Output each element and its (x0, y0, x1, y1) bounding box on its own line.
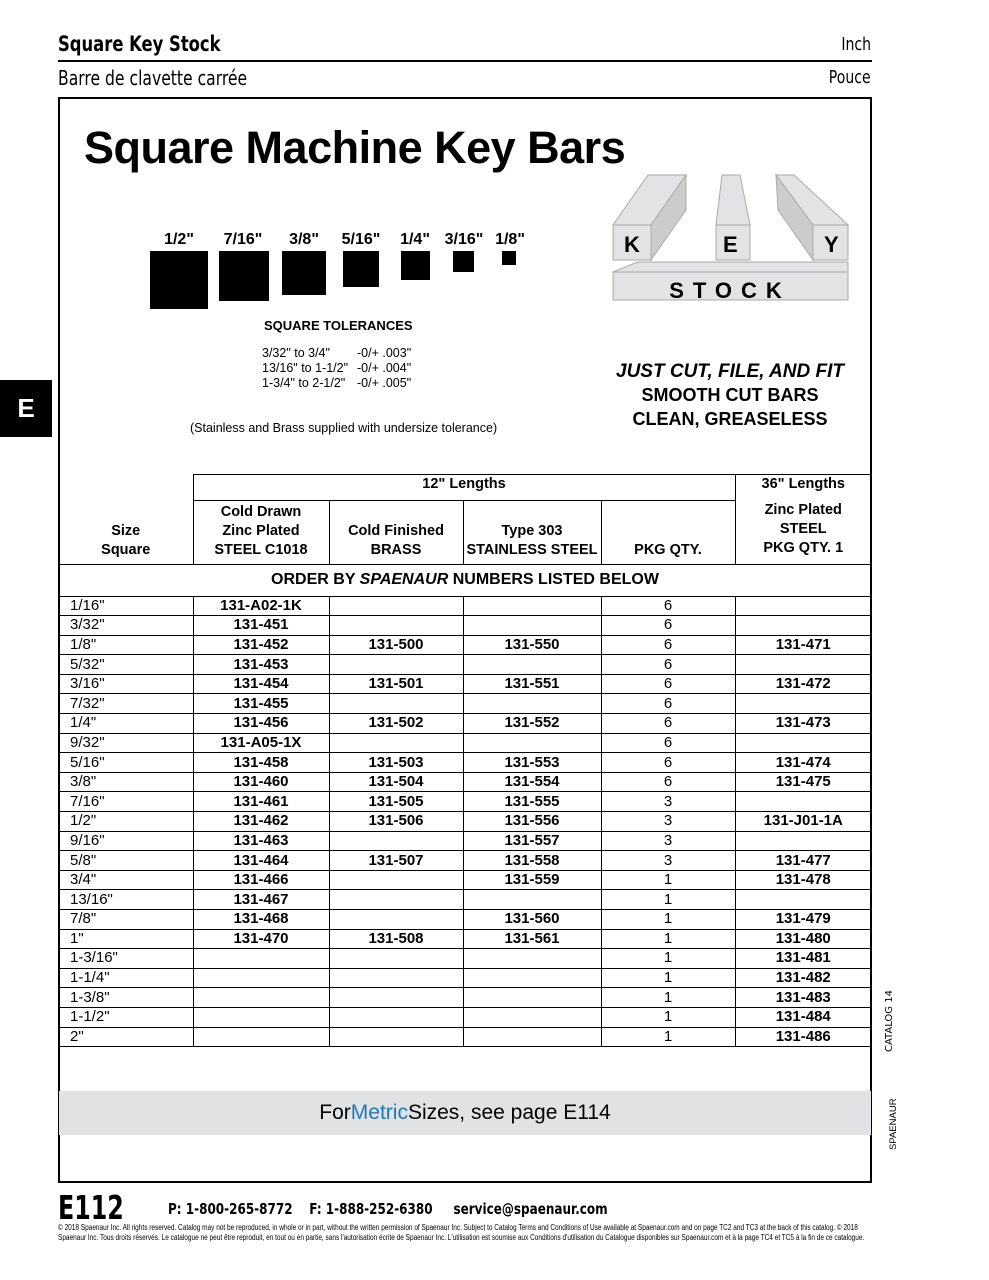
table-row (59, 733, 871, 753)
cell-stainless-part: 131-550 (463, 635, 601, 655)
phone: P: 1-800-265-8772 (168, 1200, 293, 1218)
tolerance-note: (Stainless and Brass supplied with undersize tolerance) (190, 421, 498, 435)
cell-brass-part: 131-505 (329, 792, 463, 812)
col-steel: Cold Drawn Zinc Plated STEEL C1018 (193, 501, 329, 565)
table-row (59, 616, 871, 636)
col-size: Size Square (59, 475, 193, 565)
cell-brass-part (329, 733, 463, 753)
sample-label: 1/2" (164, 231, 194, 248)
cell-brass-part: 131-504 (329, 772, 463, 792)
cell-size: 13/16" (59, 890, 193, 910)
cell-pkg-qty: 6 (601, 635, 735, 655)
cell-36in-part: 131-472 (735, 674, 871, 694)
cell-stainless-part (463, 890, 601, 910)
tolerance-row (262, 346, 411, 360)
table-row (59, 596, 871, 616)
contact-line (168, 1200, 608, 1218)
cell-pkg-qty: 6 (601, 674, 735, 694)
cell-brass-part: 131-500 (329, 635, 463, 655)
cell-brass-part: 131-503 (329, 753, 463, 773)
cell-stainless-part: 131-555 (463, 792, 601, 812)
cell-size: 5/32" (59, 655, 193, 675)
cell-36in-part: 131-471 (735, 635, 871, 655)
page-title-fr: Barre de clavette carrée (58, 66, 248, 90)
tolerance-row (262, 376, 411, 390)
cell-36in-part: 131-482 (735, 968, 871, 988)
cell-36in-part (735, 890, 871, 910)
col-pkg-qty: PKG QTY. (601, 501, 735, 565)
cell-stainless-part (463, 1007, 601, 1027)
cell-steel-part (193, 1027, 329, 1047)
cell-pkg-qty: 3 (601, 831, 735, 851)
cell-brass-part: 131-502 (329, 714, 463, 734)
cell-size: 7/16" (59, 792, 193, 812)
cell-pkg-qty: 6 (601, 733, 735, 753)
cell-36in-part: 131-486 (735, 1027, 871, 1047)
tolerance-row (262, 361, 411, 375)
cell-stainless-part: 131-554 (463, 772, 601, 792)
cell-36in-part: 131-480 (735, 929, 871, 949)
cell-steel-part: 131-452 (193, 635, 329, 655)
cell-pkg-qty: 3 (601, 792, 735, 812)
fax: F: 1-888-252-6380 (309, 1200, 433, 1218)
cell-stainless-part: 131-552 (463, 714, 601, 734)
col-36in-steel: Zinc Plated STEEL PKG QTY. 1 (735, 501, 871, 565)
square-sample (282, 251, 326, 295)
col-stainless: Type 303 STAINLESS STEEL (463, 501, 601, 565)
cell-pkg-qty: 1 (601, 910, 735, 930)
cell-steel-part: 131-453 (193, 655, 329, 675)
sample-label: 1/8" (495, 231, 525, 248)
tolerance-value: -0/+ .003" (357, 346, 412, 360)
cell-stainless-part: 131-561 (463, 929, 601, 949)
square-sample (502, 251, 516, 265)
cell-stainless-part: 131-551 (463, 674, 601, 694)
order-instruction: ORDER BY SPAENAUR NUMBERS LISTED BELOW (59, 564, 871, 596)
cell-36in-part (735, 831, 871, 851)
cell-pkg-qty: 3 (601, 812, 735, 832)
table-row (59, 968, 871, 988)
cell-steel-part: 131-468 (193, 910, 329, 930)
cell-brass-part (329, 988, 463, 1008)
table-row (59, 988, 871, 1008)
cell-36in-part: 131-475 (735, 772, 871, 792)
cell-pkg-qty: 1 (601, 949, 735, 969)
copyright: © 2018 Spaenaur Inc. All rights reserved. Catalog may not be reproduced, in whole or in part, without the written permission of Spaenaur Inc. Subject to Catalog Terms and Conditions of Use available at Spaenaur.com and on page TC2 and TC3 at the back of this catalog. © 2018 Spaenaur Inc. Tous droits réservés. Le catalogue ne peut être reproduit, en tout ou en partie, sans l'autorisation écrite de Spaenaur Inc. L'utilisation est soumise aux Conditions d'utilisation du Catalogue disponibles sur Spaenaur.com et à la page TC4 et TC5 à la fin de ce catalogue. (58, 1223, 865, 1242)
cell-36in-part (735, 694, 871, 714)
cell-brass-part: 131-508 (329, 929, 463, 949)
header-divider (58, 60, 872, 62)
cell-size: 5/8" (59, 851, 193, 871)
cell-size: 1-1/4" (59, 968, 193, 988)
cell-pkg-qty: 1 (601, 890, 735, 910)
cell-36in-part: 131-484 (735, 1007, 871, 1027)
cell-36in-part (735, 596, 871, 616)
table-row (59, 949, 871, 969)
cell-36in-part (735, 733, 871, 753)
sample-label: 1/4" (400, 231, 430, 248)
logo-word: STOCK (669, 278, 791, 303)
unit-fr: Pouce (829, 67, 871, 88)
cell-brass-part (329, 1007, 463, 1027)
cell-brass-part (329, 910, 463, 930)
cell-pkg-qty: 6 (601, 753, 735, 773)
cell-steel-part: 131-460 (193, 772, 329, 792)
cell-size: 3/32" (59, 616, 193, 636)
cell-brass-part (329, 949, 463, 969)
cell-pkg-qty: 6 (601, 714, 735, 734)
table-row (59, 694, 871, 714)
cell-size: 3/16" (59, 674, 193, 694)
table-row (59, 772, 871, 792)
sample-label: 7/16" (223, 231, 263, 248)
cell-steel-part: 131-455 (193, 694, 329, 714)
cell-brass-part (329, 831, 463, 851)
cell-steel-part: 131-454 (193, 674, 329, 694)
cell-36in-part: 131-474 (735, 753, 871, 773)
slogan-line: CLEAN, GREASELESS (632, 409, 828, 429)
cell-36in-part: 131-479 (735, 910, 871, 930)
square-sample (343, 251, 379, 287)
cell-steel-part: 131-464 (193, 851, 329, 871)
cell-size: 7/8" (59, 910, 193, 930)
logo-letter: E (723, 232, 738, 257)
sample-label: 3/16" (444, 231, 484, 248)
cell-brass-part: 131-501 (329, 674, 463, 694)
table-row (59, 792, 871, 812)
table-row (59, 851, 871, 871)
cell-36in-part (735, 616, 871, 636)
cell-stainless-part (463, 968, 601, 988)
cell-size: 1/4" (59, 714, 193, 734)
cell-steel-part (193, 968, 329, 988)
cell-brass-part (329, 870, 463, 890)
table-row (59, 890, 871, 910)
cell-steel-part: 131-466 (193, 870, 329, 890)
square-sample (453, 251, 474, 272)
square-sample (150, 251, 208, 309)
cell-stainless-part (463, 616, 601, 636)
cell-size: 9/16" (59, 831, 193, 851)
cell-steel-part: 131-451 (193, 616, 329, 636)
cell-pkg-qty: 1 (601, 929, 735, 949)
table-row (59, 870, 871, 890)
slogan-line: SMOOTH CUT BARS (641, 385, 819, 405)
table-row (59, 753, 871, 773)
cell-steel-part: 131-470 (193, 929, 329, 949)
cell-steel-part (193, 988, 329, 1008)
cell-pkg-qty: 6 (601, 772, 735, 792)
cell-brass-part (329, 694, 463, 714)
cell-brass-part (329, 655, 463, 675)
cell-pkg-qty: 3 (601, 851, 735, 871)
cell-size: 1-3/16" (59, 949, 193, 969)
table-row (59, 635, 871, 655)
slogan-line: JUST CUT, FILE, AND FIT (616, 361, 844, 382)
email-link[interactable]: service@spaenaur.com (453, 1200, 608, 1218)
cell-stainless-part (463, 949, 601, 969)
cell-stainless-part (463, 733, 601, 753)
cell-brass-part (329, 968, 463, 988)
table-row (59, 674, 871, 694)
cell-stainless-part (463, 988, 601, 1008)
cell-stainless-part: 131-556 (463, 812, 601, 832)
cell-steel-part: 131-A05-1X (193, 733, 329, 753)
cell-size: 7/32" (59, 694, 193, 714)
square-sample (401, 251, 430, 280)
cell-pkg-qty: 1 (601, 988, 735, 1008)
key-stock-logo (608, 170, 853, 305)
cell-36in-part (735, 655, 871, 675)
cell-pkg-qty: 6 (601, 596, 735, 616)
cell-36in-part: 131-J01-1A (735, 812, 871, 832)
metric-link[interactable]: Metric (350, 1101, 408, 1124)
cell-36in-part: 131-478 (735, 870, 871, 890)
cell-stainless-part: 131-558 (463, 851, 601, 871)
tolerance-range: 3/32" to 3/4" (262, 346, 330, 360)
tolerance-range: 13/16" to 1-1/2" (262, 361, 349, 375)
tolerance-value: -0/+ .005" (357, 376, 412, 390)
cell-steel-part (193, 1007, 329, 1027)
cell-36in-part: 131-477 (735, 851, 871, 871)
logo-letter: K (624, 232, 640, 257)
cell-steel-part: 131-458 (193, 753, 329, 773)
cell-size: 5/16" (59, 753, 193, 773)
cell-steel-part: 131-467 (193, 890, 329, 910)
square-sample (219, 251, 269, 301)
cell-steel-part: 131-461 (193, 792, 329, 812)
cell-size: 9/32" (59, 733, 193, 753)
cell-pkg-qty: 6 (601, 694, 735, 714)
cell-pkg-qty: 6 (601, 616, 735, 636)
cell-brass-part (329, 596, 463, 616)
metric-note: For Metric Sizes, see page E114 (59, 1091, 871, 1135)
cell-brass-part (329, 890, 463, 910)
cell-pkg-qty: 6 (601, 655, 735, 675)
cell-pkg-qty: 1 (601, 1007, 735, 1027)
col-brass: Cold Finished BRASS (329, 501, 463, 565)
unit-en: Inch (841, 34, 871, 55)
logo-letter: Y (824, 232, 839, 257)
table-row (59, 831, 871, 851)
cell-stainless-part: 131-559 (463, 870, 601, 890)
main-title: Square Machine Key Bars (84, 122, 626, 173)
tolerances-title: SQUARE TOLERANCES (264, 318, 413, 333)
side-brand: SPAENAUR (888, 1098, 899, 1150)
group-12in: 12" Lengths (193, 475, 735, 501)
cell-36in-part: 131-481 (735, 949, 871, 969)
cell-size: 1" (59, 929, 193, 949)
cell-steel-part: 131-456 (193, 714, 329, 734)
cell-size: 3/8" (59, 772, 193, 792)
tolerance-value: -0/+ .004" (357, 361, 412, 375)
sample-label: 5/16" (341, 231, 381, 248)
cell-stainless-part: 131-553 (463, 753, 601, 773)
table-row (59, 655, 871, 675)
cell-steel-part: 131-A02-1K (193, 596, 329, 616)
table-row (59, 929, 871, 949)
catalog-label: CATALOG 14 (884, 990, 895, 1052)
group-36in: 36" Lengths (735, 475, 871, 501)
page-number: E112 (58, 1188, 124, 1227)
sample-label: 3/8" (289, 231, 319, 248)
cell-size: 1/2" (59, 812, 193, 832)
cell-pkg-qty: 1 (601, 968, 735, 988)
table-row (59, 1027, 871, 1047)
cell-steel-part (193, 949, 329, 969)
cell-pkg-qty: 1 (601, 870, 735, 890)
table-row (59, 812, 871, 832)
table-row (59, 1007, 871, 1027)
table-row (59, 714, 871, 734)
cell-pkg-qty: 1 (601, 1027, 735, 1047)
cell-brass-part: 131-506 (329, 812, 463, 832)
cell-36in-part: 131-473 (735, 714, 871, 734)
cell-36in-part: 131-483 (735, 988, 871, 1008)
cell-size: 1-1/2" (59, 1007, 193, 1027)
section-tab: E (0, 380, 52, 437)
cell-size: 1/16" (59, 596, 193, 616)
cell-stainless-part (463, 596, 601, 616)
cell-brass-part (329, 1027, 463, 1047)
cell-stainless-part (463, 655, 601, 675)
cell-brass-part: 131-507 (329, 851, 463, 871)
cell-stainless-part (463, 694, 601, 714)
key-bar-table (59, 474, 871, 1047)
cell-steel-part: 131-462 (193, 812, 329, 832)
cell-size: 2" (59, 1027, 193, 1047)
cell-36in-part (735, 792, 871, 812)
cell-stainless-part: 131-557 (463, 831, 601, 851)
cell-stainless-part (463, 1027, 601, 1047)
cell-size: 3/4" (59, 870, 193, 890)
table-row (59, 910, 871, 930)
cell-steel-part: 131-463 (193, 831, 329, 851)
cell-size: 1-3/8" (59, 988, 193, 1008)
page-title-en: Square Key Stock (58, 32, 221, 56)
cell-stainless-part: 131-560 (463, 910, 601, 930)
tolerance-range: 1-3/4" to 2-1/2" (262, 376, 346, 390)
brand-name: SPAENAUR (359, 571, 449, 588)
cell-brass-part (329, 616, 463, 636)
cell-size: 1/8" (59, 635, 193, 655)
